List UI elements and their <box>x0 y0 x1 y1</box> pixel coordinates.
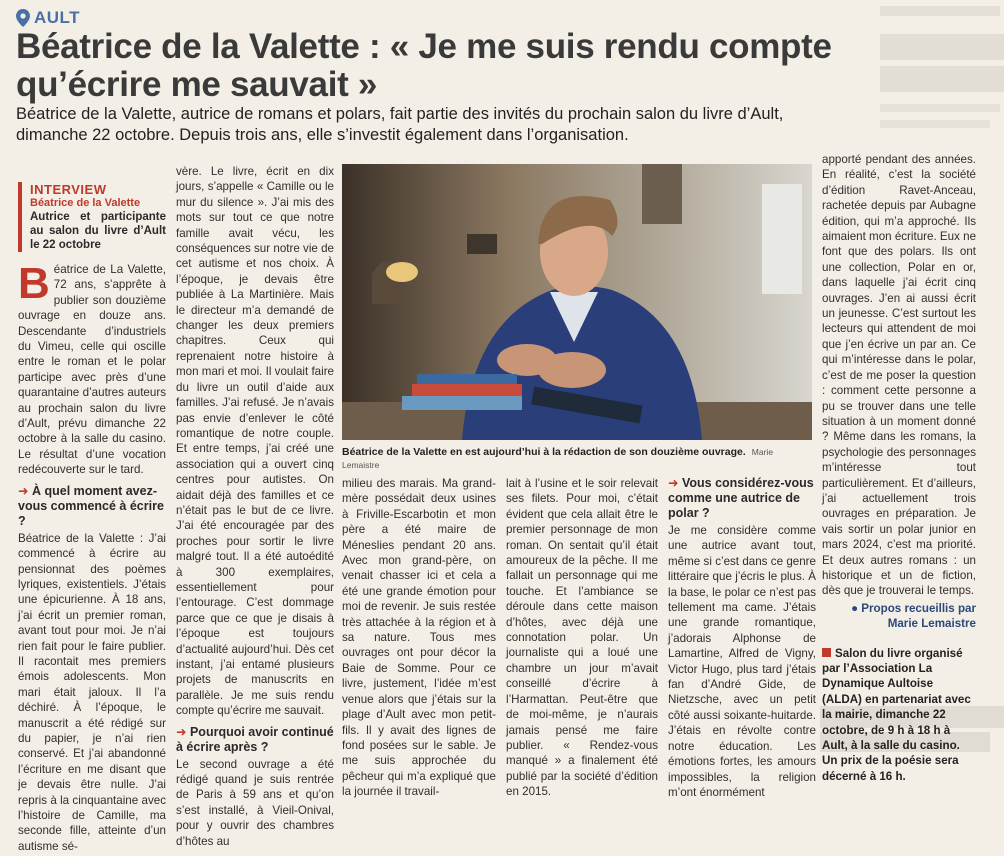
column-b <box>176 164 334 851</box>
interview-box <box>18 182 166 252</box>
location-pin-icon <box>16 9 30 27</box>
column-c-text: milieu des marais. Ma grand-mère possédait deux usines à Friville-Escarbotin et mon père a été maire de Méneslies pendant 20 ans. Avec mon grand-père, on venait chasser ici et cela a été une grande émotion pour moi de revenir. Je suis restée très attachée à la région et à sa nature. Tous mes ouvrages ont pour décor la Baie de Somme. Pour ce livre, justement, l’idée m’est venue alors que j’étais sur la plage d’Ault avec mon petit-fils. Il y avait des lignes de fond posées sur le sable. Je me suis approchée du pêcheur qui m’a expliqué que la journée il travail- <box>342 477 496 799</box>
intro-text: éatrice de La Valette, 72 ans, s’apprête à publier son douzième ouvrage en douze ans. Descendante d’industriels du Vimeu, celle qui oscille entre le roman et le polar participe avec près d’une quarantaine d’autres auteurs au prochain salon du livre d’Ault, prévu dimanche 22 octobre à la salle du casino. Le résultat d’une vocation redécouverte sur le tard. <box>18 263 166 477</box>
credits <box>822 601 976 632</box>
answer-1-continued: vère. Le livre, écrit en dix jours, s’appelle « Camille ou le mur du silence ». J’ai mis des mots sur tout ce que notre famille avait vécu, les conséquences sur notre vie de cet autisme et nos choix. À l’époque, je devais être publiée à La Martinière. Mais le directeur m’a demandé de changer les deux premiers chapitres. Ceux qui reprenaient notre histoire à mon mari et moi. Il voulait faire du livre un outil d’aide aux familles. J’ai refusé. Je n’avais pas envie d’enlever le côté romantique de notre couple. Et entre temps, j’ai créé une association qui a ouvert cinq centres pour autistes. On aidait déjà des familles et ce n’était pas le but de ce livre. J’ai été encouragée par des proches pour sortir le livre malgré tout. Il a été autoédité à 300 exemplaires, essentiellement pour l’entourage. C’est dommage parce que ce que je disais à l’époque est toujours d’actualité aujourd’hui. Dès cet instant, j’ai entamé plusieurs projets de manuscrits en parallèle. Je me suis rendu compte qu’écrire me sauvait. <box>176 165 334 718</box>
interview-title: INTERVIEW <box>30 182 107 197</box>
interview-name: Béatrice de la Valette <box>30 197 141 209</box>
event-infobox-text: Salon du livre organisé par l’Association La Dynamique Aultoise (ALDA) en partenariat avec la mairie, dimanche 22 octobre, de 9 h à 18 h à Ault, à la salle du casino. Un prix de la poésie sera décerné à 16 h. <box>822 646 971 783</box>
question-2-text: Pourquoi avoir continué à écrire après ? <box>176 724 334 754</box>
caption-text: Béatrice de la Valette en est aujourd’hui à la rédaction de son douzième ouvrage. <box>342 446 746 458</box>
section-label: AULT <box>34 8 81 27</box>
section-header <box>16 8 80 28</box>
credits-line-2: Marie Lemaistre <box>887 617 976 631</box>
article-photo <box>342 164 812 440</box>
answer-3: Je me considère comme une autrice avant tout, même si c’est dans ce genre littéraire que j’écris le plus. À la base, le polar ce n’est pas tellement ma came. J’étais une grande romantique, j’adorais Alphonse de Lamartine, Alfred de Vigny, Victor Hugo, plus tard j’étais fan d’André Gide, de Nietzsche, avec un petit côté aussi soixante-huitarde. J’étais en révolte contre notre éducation. Les émotions fortes, les amours impossibles, la religion m’ont énormément <box>668 524 816 799</box>
arrow-icon: ➜ <box>18 483 29 498</box>
question-2 <box>176 725 334 755</box>
lead-paragraph: Béatrice de la Valette, autrice de romans et polars, fait partie des invités du prochain salon du livre d’Ault, dimanche 22 octobre. Depuis trois ans, elle s’investit également dans l’organisation. <box>16 105 784 144</box>
square-bullet-icon <box>822 648 831 657</box>
drop-cap: B <box>18 259 50 308</box>
interview-role: Autrice et participante au salon du livre d’Ault le 22 octobre <box>30 211 166 251</box>
headline: Béatrice de la Valette : « Je me suis rendu compte qu’écrire me sauvait » <box>16 27 832 104</box>
question-1-text: À quel moment avez-vous commencé à écrire ? <box>18 483 164 528</box>
column-f <box>822 152 976 786</box>
question-3-text: Vous considérez-vous comme une autrice de polar ? <box>668 476 814 520</box>
column-d-text: lait à l’usine et le soir relevait ses filets. Pour moi, c’était évident que cela allait être le premier personnage de mon roman. On sentait qu’il était amoureux de la pêche. Il me fallait un personnage qui me touche. Et l’ambiance se déroule dans cette maison d’hôtes, avec déjà une connotation polar. Un journaliste qui a loué une chambre un jour m’avait conseillé d’écrire à l’Harmattan. Peut-être que de moi-même, je n’aurais jamais pensé me faire publier. « Rendez-vous manqué » a finalement été publié par la société d’édition en 2015. <box>506 477 658 799</box>
column-c <box>342 476 496 802</box>
credits-line-1: ● Propos recueillis par <box>851 601 976 615</box>
answer-2: Le second ouvrage a été rédigé quand je suis rentrée de Paris à 59 ans et qu’on s’est installé, à Vieil-Onival, pour y ouvrir des chambres d’hôtes au <box>176 757 334 848</box>
column-d <box>506 476 658 802</box>
intro-paragraph <box>18 259 166 478</box>
column-e <box>668 470 816 802</box>
question-1 <box>18 484 166 529</box>
column-f-text: apporté pendant des années. En réalité, c’est la société d’édition Ravet-Anceau, rachetée depuis par Aubagne édition, qui m’a approché. Ils aimaient mon écriture. Eux ne font que des polars. Ils ont une collection, Polar en or, dans laquelle j’ai écrit cinq ouvrages. J’en ai aussi écrit un jeunesse. C’est surtout les lecteurs qui attendent de moi que j’en écrive un par an. Ce qui m’intéresse dans le polar, c’est de me poser la question : comment cette personne a pu se trouver dans une telle situation à un moment donné ? Même dans les romans, la psychologie des personnages m’intéresse tout particulièrement. Et d’ailleurs, j’ai actuellement trois ouvrages en préparation. Je vais sortir un polar junior en mars 2024, c’est ma priorité. Et deux autres romans : un historique et un de fiction, dès que je trouverai le temps. <box>822 153 977 598</box>
arrow-icon: ➜ <box>176 724 187 739</box>
arrow-icon: ➜ <box>668 476 679 490</box>
photo-credit: Marie Lemaistre <box>342 447 774 470</box>
question-3 <box>668 476 816 521</box>
answer-1: Béatrice de la Valette : J’ai commencé à écrire au pensionnat des poèmes lyriques, existentiels. J’étais une épicurienne. À 18 ans, j’ai écrit un premier roman, avant tout pour moi. Je n’ai rien fait pour le faire publier. Il racontait mes premiers émois adolescents. Mon mari était jaloux. Il l’a déchiré. À l’époque, le manuscrit a été rédigé sur du papier, je n’ai rien conservé. Et j’ai abandonné l’écriture en me disant que je devais être nulle. J’ai repris à la cinquantaine avec l’histoire de Camille, ma seconde fille, atteinte d’un autisme sé- <box>18 531 166 853</box>
neighbor-article-ghost <box>880 0 1004 140</box>
photo-caption <box>342 446 812 472</box>
event-infobox <box>822 646 976 785</box>
column-a <box>18 182 166 856</box>
